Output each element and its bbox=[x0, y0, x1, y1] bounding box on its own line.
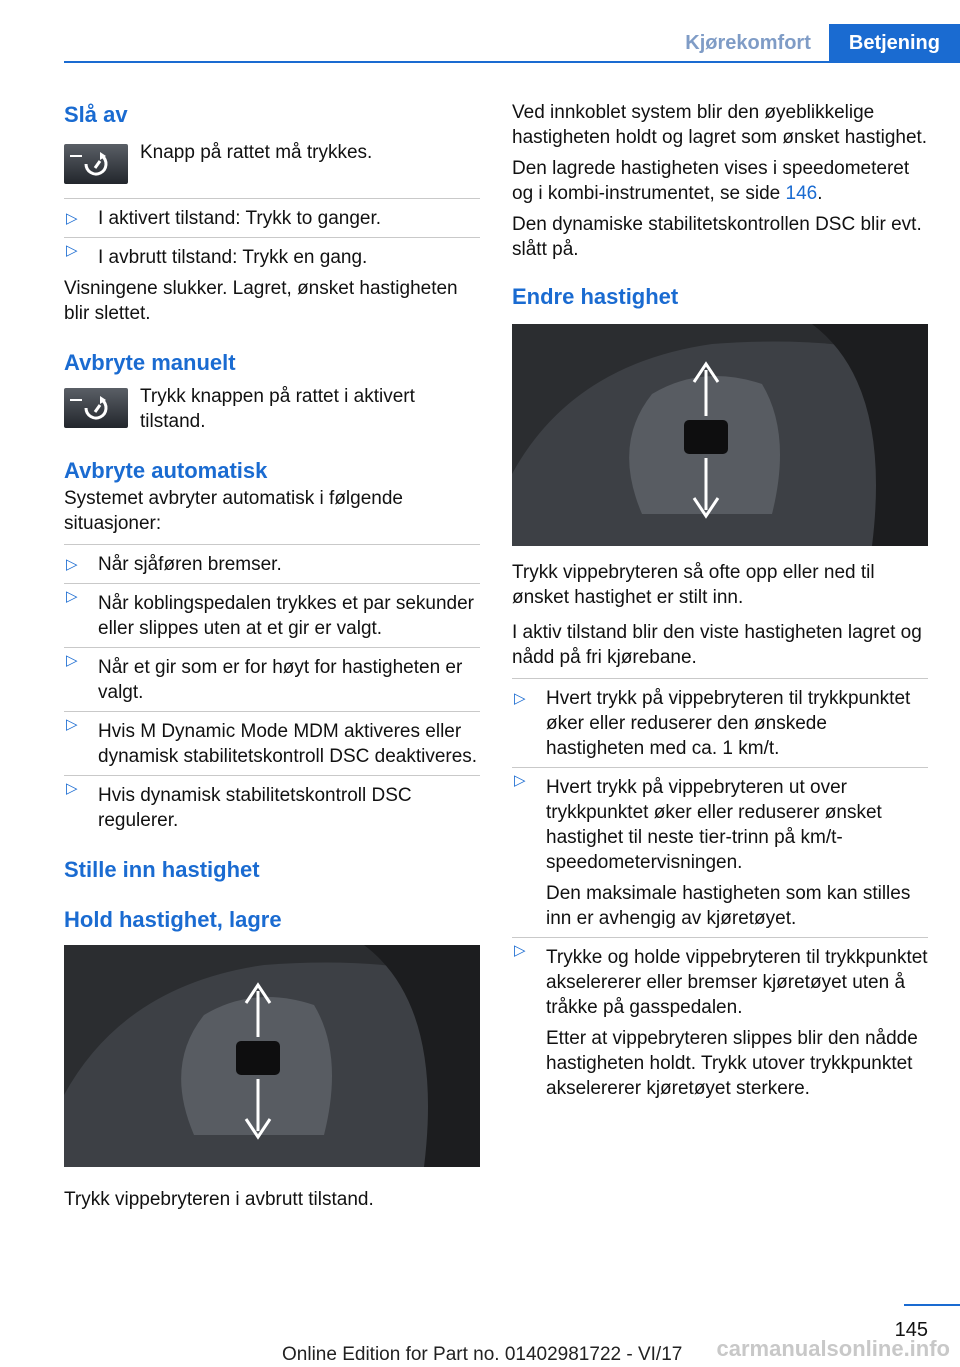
right-paragraph-2-text: Den lagrede hastigheten vises i speedometeret og i kombi-instrumentet, se side bbox=[512, 158, 910, 204]
heading-endre-hastighet: Endre hastighet bbox=[512, 284, 679, 309]
list-item-text: ▷ Hvert trykk på vippebryteren til trykkpunktet øker eller reduserer den ønskede hastigheten med ca. 1 km/t. bbox=[546, 688, 911, 759]
footer-rule bbox=[904, 1304, 960, 1306]
cruise-control-button-icon bbox=[64, 144, 128, 184]
icon-row-slaa-av bbox=[64, 140, 480, 184]
list-item: ▷ Når et gir som er for høyt for hastigheten er valgt. bbox=[64, 647, 480, 705]
list-item: ▷ Når sjåføren bremser. bbox=[64, 552, 480, 577]
list-item-extra: Etter at vippebryteren slippes blir den nådde hastigheten holdt. Trykk utover trykkpunktet akselererer kjøretøyet sterkere. bbox=[546, 1028, 918, 1099]
heading-avbryte-manuelt: Avbryte manuelt bbox=[64, 350, 236, 375]
right-paragraph-1: Ved innkoblet system blir den øyeblikkelige hastigheten holdt og lagret som ønsket hastighet. bbox=[512, 102, 928, 148]
tab-kjorekomfort[interactable]: Kjørekomfort bbox=[685, 32, 811, 54]
right-paragraph-2-end: . bbox=[817, 183, 823, 204]
avbryte-manuelt-icon-text: Trykk knappen på rattet i aktivert tilstand. bbox=[140, 386, 415, 432]
heading-stille-inn-hastighet: Stille inn hastighet bbox=[64, 857, 260, 882]
right-column bbox=[512, 100, 928, 1101]
header-rule bbox=[64, 61, 960, 63]
list-item-text: ▷ Hvert trykk på vippebryteren ut over trykkpunktet øker eller reduserer ønsket hastighet til neste tier-trinn på km/t-speedometervisningen. bbox=[546, 777, 882, 873]
icon-row-avbryte-manuelt bbox=[64, 384, 480, 434]
heading-slaa-av: Slå av bbox=[64, 102, 128, 127]
left-column bbox=[64, 100, 480, 1212]
hold-caption: Trykk vippebryteren i avbrutt tilstand. bbox=[64, 1189, 374, 1210]
avbryte-automatisk-intro: Systemet avbryter automatisk i følgende situasjoner: bbox=[64, 488, 403, 534]
page-link-146[interactable]: 146 bbox=[785, 183, 818, 204]
steering-wheel-rocker-switch-image bbox=[512, 324, 928, 546]
slaa-av-after-text: Visningene slukker. Lagret, ønsket hastigheten blir slettet. bbox=[64, 278, 458, 324]
list-item: ▷ I aktivert tilstand: Trykk to ganger. bbox=[64, 206, 480, 231]
list-item: ▷ Når koblingspedalen trykkes et par sekunder eller slippes uten at et gir er valgt. bbox=[64, 583, 480, 641]
list-item: ▷ Hvis M Dynamic Mode MDM aktiveres eller dynamisk stabilitetskontroll DSC deaktiveres. bbox=[64, 711, 480, 769]
endre-intro: I aktiv tilstand blir den viste hastigheten lagret og nådd på fri kjørebane. bbox=[512, 622, 922, 668]
list-item bbox=[512, 767, 928, 931]
header-tabs bbox=[667, 24, 960, 62]
list-item bbox=[512, 937, 928, 1101]
cruise-control-button-icon bbox=[64, 388, 128, 428]
list-item: ▷ Hvis dynamisk stabilitetskontroll DSC regulerer. bbox=[64, 775, 480, 833]
slaa-av-icon-text: Knapp på rattet må trykkes. bbox=[140, 142, 373, 163]
endre-caption: Trykk vippebryteren så ofte opp eller ned til ønsket hastighet er stilt inn. bbox=[512, 562, 875, 608]
right-paragraph-3: Den dynamiske stabilitetskontrollen DSC blir evt. slått på. bbox=[512, 214, 922, 260]
right-paragraph-2 bbox=[512, 156, 928, 206]
tab-betjening[interactable]: Betjening bbox=[829, 24, 960, 62]
list-item: ▷ I avbrutt tilstand: Trykk en gang. bbox=[64, 237, 480, 270]
list-item-text: ▷ Trykke og holde vippebryteren til trykkpunktet akselererer eller bremser kjøretøyet uten å tråkke på gasspedalen. bbox=[546, 947, 928, 1018]
list-item bbox=[512, 686, 928, 761]
slaa-av-list bbox=[64, 198, 480, 270]
list-item-extra: Den maksimale hastigheten som kan stilles inn er avhengig av kjøretøyet. bbox=[546, 883, 911, 929]
footer-edition: Online Edition for Part no. 01402981722 - VI/17 bbox=[282, 1344, 683, 1365]
watermark: carmanualsonline.info bbox=[716, 1336, 950, 1361]
steering-wheel-rocker-switch-image bbox=[64, 945, 480, 1167]
avbryte-automatisk-list bbox=[64, 544, 480, 833]
page-number: 145 bbox=[894, 1319, 928, 1341]
heading-hold-hastighet: Hold hastighet, lagre bbox=[64, 907, 282, 932]
heading-avbryte-automatisk: Avbryte automatisk bbox=[64, 458, 268, 483]
endre-list bbox=[512, 678, 928, 1101]
